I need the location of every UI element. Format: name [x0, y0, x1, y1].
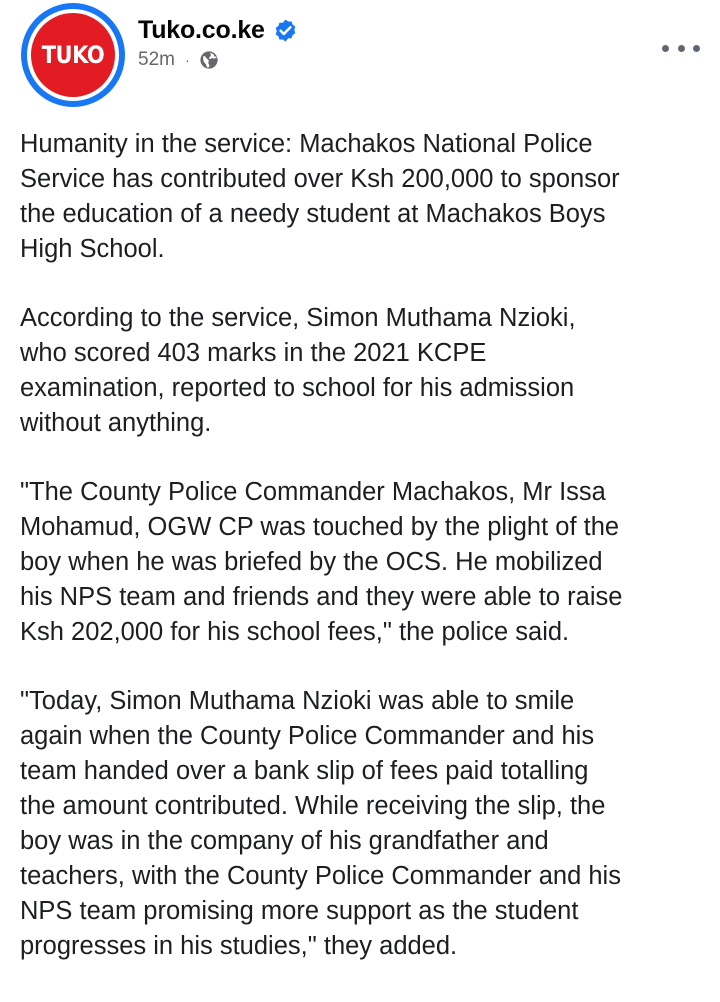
more-dot	[678, 45, 685, 52]
post-paragraph: Humanity in the service: Machakos National Police Service has contributed over Ksh 200,000 to sponsor the education of a needy student at Machakos Boys High School.	[20, 130, 620, 263]
post-timestamp[interactable]: 52m	[138, 49, 175, 70]
page-name-link[interactable]: Tuko.co.ke	[138, 15, 265, 44]
globe-icon	[199, 50, 219, 70]
page-avatar[interactable]	[21, 3, 125, 107]
post-meta	[138, 46, 219, 74]
post-paragraph: "Today, Simon Muthama Nzioki was able to smile again when the County Police Commander and his team handed over a bank slip of fees paid totalling the amount contributed. While receiving the slip, the boy was in the company of his grandfather and teachers, with the County Police Commander and his NPS team promising more support as the student progresses in his studies," they added.	[20, 687, 621, 960]
tuko-logo	[31, 13, 115, 97]
page-name-row	[138, 12, 298, 48]
post-paragraph: According to the service, Simon Muthama Nzioki, who scored 403 marks in the 2021 KCPE examination, reported to school for his admission without anything.	[20, 304, 576, 437]
meta-separator: ·	[184, 52, 190, 68]
avatar-ring	[27, 9, 119, 101]
verified-badge-icon	[273, 18, 298, 43]
avatar-logo-text: TUKO	[41, 41, 105, 69]
post-body	[20, 127, 710, 998]
more-options-icon[interactable]	[662, 36, 700, 60]
post-header	[0, 0, 720, 120]
more-dot	[662, 45, 669, 52]
post-paragraph: "The County Police Commander Machakos, Mr Issa Mohamud, OGW CP was touched by the plight of the boy when he was briefed by the OCS. He mobilized his NPS team and friends and they were able to raise Ksh 202,000 for his school fees," the police said.	[20, 478, 623, 646]
more-dot	[693, 45, 700, 52]
